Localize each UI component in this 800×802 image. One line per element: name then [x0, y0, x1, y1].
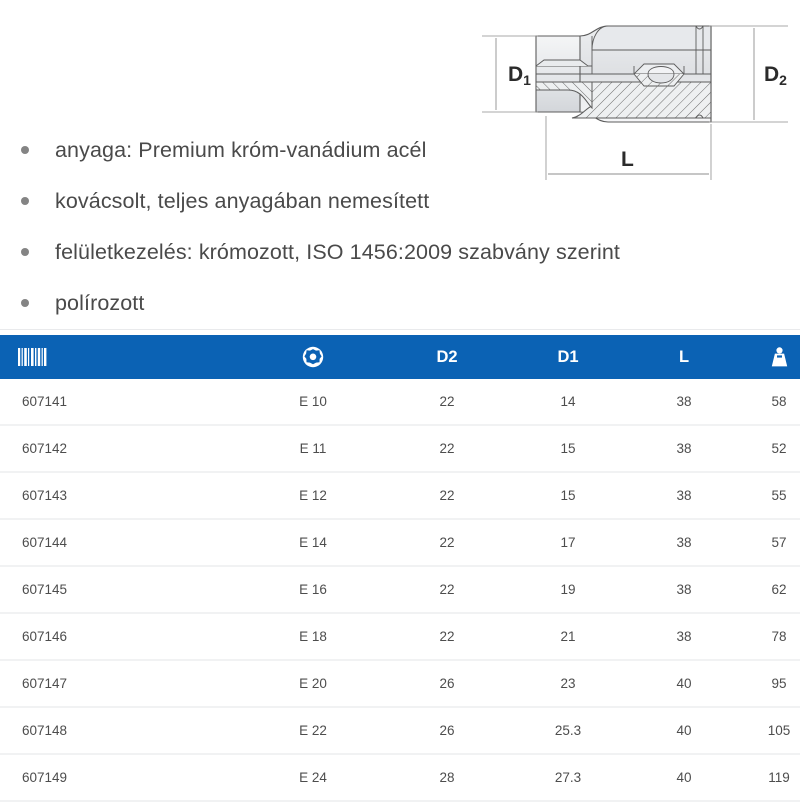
table-row[interactable]	[0, 566, 800, 613]
cell-socket-size: E 14	[240, 519, 386, 566]
table-row[interactable]	[0, 425, 800, 472]
cell-d1: 19	[508, 566, 628, 613]
feature-text: kovácsolt, teljes anyagában nemesített	[55, 189, 430, 213]
table-body	[0, 379, 800, 801]
cell-d1: 14	[508, 379, 628, 425]
cell-d2: 22	[386, 519, 508, 566]
feature-text: anyaga: Premium króm-vanádium acél	[55, 138, 427, 162]
bullet-icon	[21, 146, 29, 154]
cell-d2: 26	[386, 707, 508, 754]
table-row[interactable]	[0, 707, 800, 754]
column-header-d1[interactable]: D1	[508, 334, 628, 380]
feature-list-item	[0, 137, 760, 163]
feature-text: polírozott	[55, 291, 145, 315]
cell-l: 38	[628, 472, 740, 519]
cell-l: 40	[628, 707, 740, 754]
table-row[interactable]	[0, 660, 800, 707]
column-header-weight[interactable]	[740, 334, 800, 380]
weight-icon	[771, 347, 788, 367]
cell-d2: 22	[386, 425, 508, 472]
cell-d1: 23	[508, 660, 628, 707]
cell-l: 38	[628, 425, 740, 472]
feature-list-item	[0, 290, 760, 316]
cell-d1: 21	[508, 613, 628, 660]
cell-d2: 22	[386, 472, 508, 519]
feature-list	[0, 137, 760, 341]
dimension-d2	[709, 26, 788, 122]
cell-l: 40	[628, 660, 740, 707]
cell-socket-size: E 24	[240, 754, 386, 801]
cell-l: 38	[628, 566, 740, 613]
column-header-l[interactable]: L	[628, 334, 740, 380]
feature-list-item	[0, 188, 760, 214]
cell-weight: 52	[740, 425, 800, 472]
cell-article-number: 607146	[0, 613, 240, 660]
cell-article-number: 607149	[0, 754, 240, 801]
cell-socket-size: E 12	[240, 472, 386, 519]
cell-weight: 105	[740, 707, 800, 754]
cell-d2: 28	[386, 754, 508, 801]
cell-d1: 25.3	[508, 707, 628, 754]
cell-article-number: 607143	[0, 472, 240, 519]
cell-d2: 22	[386, 566, 508, 613]
cell-d2: 22	[386, 379, 508, 425]
cell-weight: 58	[740, 379, 800, 425]
feature-text: felületkezelés: krómozott, ISO 1456:2009 szabvány szerint	[55, 240, 620, 264]
cell-socket-size: E 10	[240, 379, 386, 425]
cell-d2: 22	[386, 613, 508, 660]
cell-socket-size: E 11	[240, 425, 386, 472]
cell-d1: 27.3	[508, 754, 628, 801]
column-header-d2[interactable]: D2	[386, 334, 508, 380]
column-header-article-number[interactable]	[0, 334, 240, 380]
table-row[interactable]	[0, 472, 800, 519]
bullet-icon	[21, 299, 29, 307]
barcode-icon	[18, 348, 48, 366]
bullet-icon	[21, 248, 29, 256]
cell-d1: 17	[508, 519, 628, 566]
cell-article-number: 607144	[0, 519, 240, 566]
cell-weight: 78	[740, 613, 800, 660]
cell-l: 38	[628, 519, 740, 566]
dimension-d1	[482, 36, 538, 112]
feature-list-item	[0, 239, 760, 265]
table-header	[0, 334, 800, 380]
cell-d1: 15	[508, 472, 628, 519]
cell-article-number: 607145	[0, 566, 240, 613]
bullet-icon	[21, 197, 29, 205]
table-header-row	[0, 334, 800, 380]
cell-weight: 95	[740, 660, 800, 707]
column-header-socket-size[interactable]	[240, 334, 386, 380]
product-variant-table	[0, 332, 800, 802]
torx-socket-icon	[302, 346, 324, 368]
cell-weight: 57	[740, 519, 800, 566]
cell-l: 38	[628, 613, 740, 660]
cell-article-number: 607141	[0, 379, 240, 425]
cell-socket-size: E 22	[240, 707, 386, 754]
cell-d1: 15	[508, 425, 628, 472]
cell-l: 40	[628, 754, 740, 801]
cell-socket-size: E 18	[240, 613, 386, 660]
cell-l: 38	[628, 379, 740, 425]
cell-weight: 62	[740, 566, 800, 613]
dimension-label-d2: D2	[764, 63, 787, 88]
dimension-label-l: L	[621, 148, 634, 171]
table-row[interactable]	[0, 613, 800, 660]
cell-article-number: 607148	[0, 707, 240, 754]
table-top-divider	[0, 329, 800, 330]
cell-weight: 55	[740, 472, 800, 519]
socket-body-graphic	[536, 26, 711, 122]
table-row[interactable]	[0, 379, 800, 425]
dimension-label-d1: D1	[508, 63, 531, 88]
cell-socket-size: E 16	[240, 566, 386, 613]
cell-weight: 119	[740, 754, 800, 801]
table-row[interactable]	[0, 754, 800, 801]
table-row[interactable]	[0, 519, 800, 566]
cell-article-number: 607147	[0, 660, 240, 707]
cell-d2: 26	[386, 660, 508, 707]
cell-socket-size: E 20	[240, 660, 386, 707]
cell-article-number: 607142	[0, 425, 240, 472]
